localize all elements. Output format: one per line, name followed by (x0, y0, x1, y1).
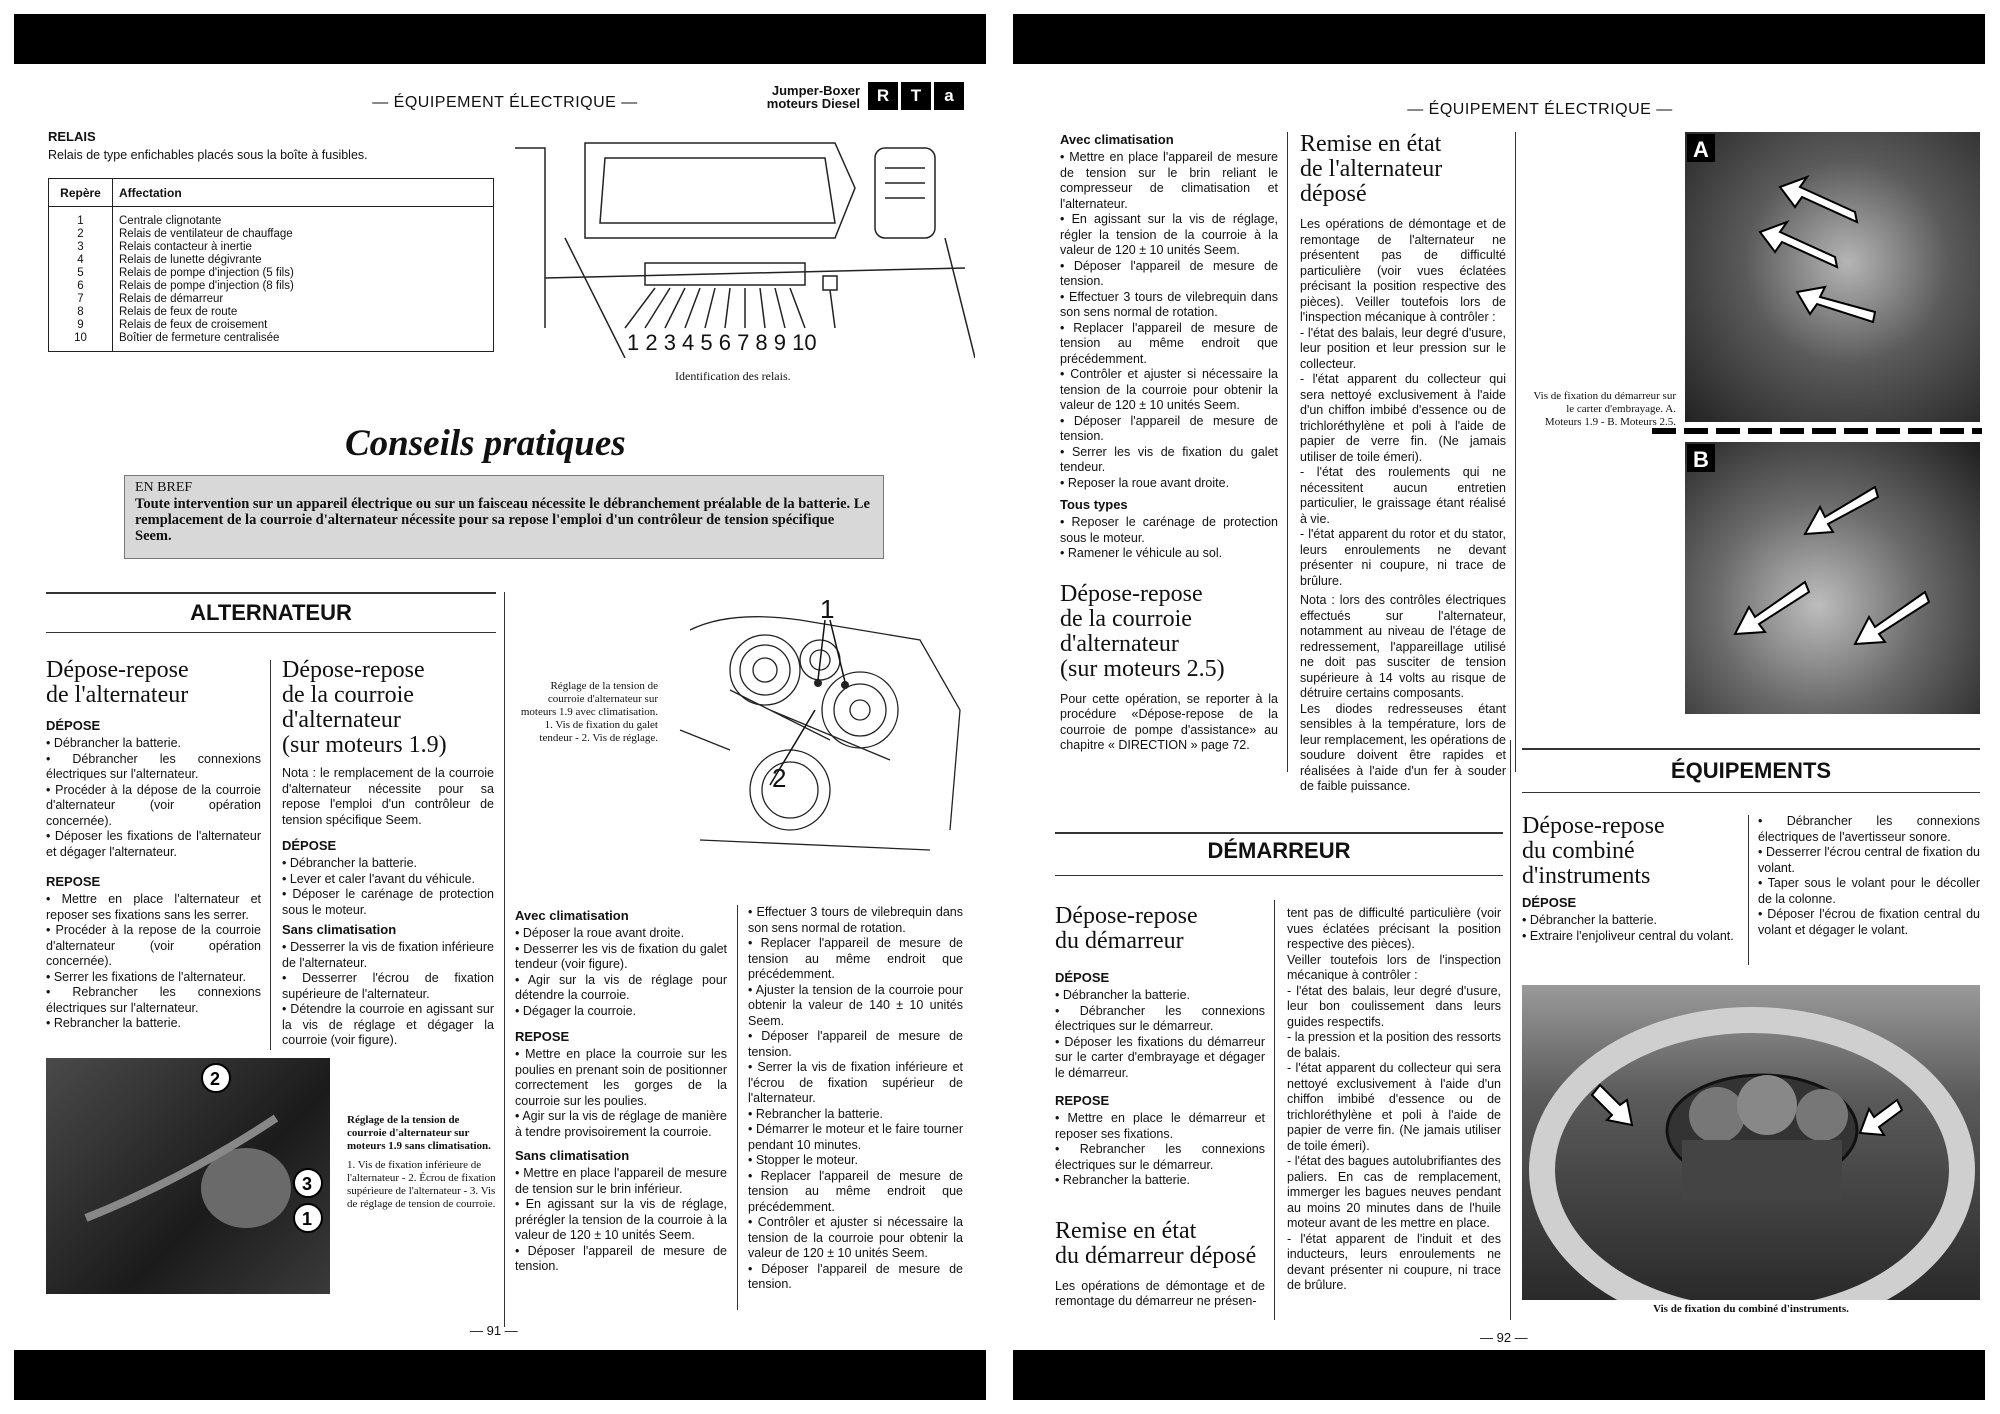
col2-title-3: d'alternateur (282, 707, 401, 733)
steering-wheel-photo (1522, 985, 1980, 1300)
colE-title-3: d'instruments (1522, 863, 1651, 889)
photo-label-3: 3 (302, 1174, 313, 1194)
col1-depose-list (46, 736, 261, 860)
demarreur-rule (1055, 832, 1503, 834)
col2-depose-list (282, 856, 494, 918)
photo-label-a: A (1693, 137, 1709, 162)
page-number-left: — 91 — (470, 1323, 518, 1338)
top-bar-left (14, 14, 986, 64)
colC-depose-list (1055, 988, 1265, 1081)
list-item: - l'état des balais, leur degré d'usure, leur position et leur pression sur le collecteur. (1300, 325, 1506, 371)
alternator-photo (46, 1058, 330, 1294)
list-item: • Procéder à la repose de la courroie d'alternateur (voir opération concernée). (46, 923, 261, 968)
colF-list (1758, 814, 1980, 938)
wheel-caption: Vis de fixation du combiné d'instruments. (1653, 1303, 1849, 1315)
list-item: • Mettre en place l'alternateur et reposer ses fixations sans les serrer. (46, 892, 261, 922)
en-bref-text: Toute intervention sur un appareil électrique ou sur un faisceau nécessite le débranchement préalable de la batterie. Le remplacement de la courroie d'alternateur nécessite pour sa repose l'emploi d'un contrôleur de tension spécifique Seem. (135, 496, 870, 544)
list-item: • Mettre en place le démarreur et reposer ses fixations. (1055, 1111, 1265, 1141)
col4-list (748, 905, 963, 1293)
col1-repose-heading: REPOSE (46, 874, 101, 889)
relais-row (49, 267, 494, 280)
col2-title-1: Dépose-repose (282, 657, 425, 683)
relais-row (49, 254, 494, 267)
col3-avec-heading: Avec climatisation (515, 908, 629, 923)
list-item: • Serrer les vis de fixation du galet tendeur. (1060, 444, 1278, 474)
col3-repose-list (515, 1047, 727, 1140)
photo-label-1: 1 (302, 1209, 313, 1229)
right-divider-4 (1510, 740, 1511, 1320)
right-divider-1 (1287, 132, 1288, 772)
alternator-photo-markers (46, 1058, 330, 1294)
list-item: • Rebrancher la batterie. (748, 1106, 884, 1121)
colA-title-4: (sur moteurs 2.5) (1060, 655, 1225, 682)
relais-repere: 7 (49, 293, 113, 306)
colA-text: Pour cette opération, se reporter à la procédure «Dépose-repose de la courroie de pompe d'assistance» au chapitre « DIRECTION » page 72. (1060, 691, 1278, 752)
col-combine-suite (1758, 814, 1980, 938)
list-item: • Détendre la courroie en agissant sur la vis de réglage et dégager la courroie (voir figure). (282, 1002, 494, 1047)
column-divider-mid (504, 592, 505, 1327)
col-combine (1522, 814, 1740, 944)
colC-title-b (1055, 1219, 1265, 1269)
relais-affectation: Relais contacteur à inertie (119, 241, 252, 253)
relais-row (49, 241, 494, 254)
photo-label-b: B (1693, 447, 1709, 472)
list-item: • Mettre en place l'appareil de mesure de tension sur le brin inférieur. (515, 1166, 727, 1196)
starter-photo-b (1685, 442, 1980, 714)
relais-row (49, 207, 494, 229)
col3-avec-list (515, 926, 727, 1019)
right-divider-3 (1274, 900, 1275, 1320)
list-item: • Déposer l'écrou de fixation central du volant et dégager le volant. (1758, 907, 1980, 937)
colE-depose-heading: DÉPOSE (1522, 895, 1577, 910)
photo-label-2: 2 (210, 1069, 221, 1089)
col1-title-1: Dépose-repose (46, 657, 189, 683)
logo-letter-t: T (901, 82, 931, 110)
list-item: • Déposer l'appareil de mesure de tension. (748, 1261, 963, 1291)
list-item: • En agissant sur la vis de réglage, régler la tension de la courroie à la valeur de 120 ± 10 unités Seem. (1060, 212, 1278, 257)
relais-repere: 10 (49, 332, 113, 352)
list-item: • Contrôler et ajuster si nécessaire la tension de la courroie pour obtenir la valeur de 120 ± 10 unités Seem. (748, 1215, 963, 1260)
list-item: • Desserrer les vis de fixation du galet tendeur (voir figure). (515, 941, 727, 971)
list-item: • Rebrancher la batterie. (46, 1016, 182, 1030)
relais-affectation: Centrale clignotante (119, 215, 222, 227)
list-item: • Replacer l'appareil de mesure de tension au même endroit que précédemment. (748, 936, 963, 981)
colA-tous-heading: Tous types (1060, 497, 1128, 512)
col-avec-climatisation-right (1060, 132, 1278, 754)
list-item: - l'état des roulements qui ne nécessitent aucun entretien particulier, le graissage étant réalisé à vie. (1300, 465, 1506, 526)
list-item: • Serrer la vis de fixation inférieure et l'écrou de fixation supérieur de l'alternateur. (748, 1060, 963, 1105)
starter-photo-b-markers (1685, 442, 1980, 714)
starter-photo-a-markers (1685, 132, 1980, 422)
photo-caption-title: Réglage de la tension de courroie d'alternateur sur moteurs 1.9 sans climatisation. (347, 1114, 491, 1152)
list-item: • Ramener le véhicule au sol. (1060, 546, 1223, 560)
col1-title-2: de l'alternateur (46, 682, 189, 708)
relais-row (49, 306, 494, 319)
col-demarreur (1055, 904, 1265, 1310)
list-item: • Déposer le carénage de protection sous le moteur. (282, 887, 494, 917)
list-item: • Reposer le carénage de protection sous le moteur. (1060, 515, 1278, 545)
list-item: • Contrôler et ajuster si nécessaire la tension de la courroie pour obtenir la valeur de 120 ± 10 unités Seem. (1060, 367, 1278, 412)
engine-figure (670, 590, 970, 860)
equipements-banner: ÉQUIPEMENTS (1670, 758, 1832, 783)
relais-affectation: Relais de feux de route (119, 306, 238, 318)
logo-letter-a: a (934, 82, 964, 110)
relais-row (49, 228, 494, 241)
alternateur-banner: ALTERNATEUR (190, 600, 352, 625)
list-item: • Dégager la courroie. (515, 1003, 637, 1018)
col-header-affectation: Affectation (119, 185, 182, 200)
col1-repose-list (46, 892, 261, 1032)
fig-label-1: 1 (820, 594, 835, 624)
col-reglage-suite (748, 905, 963, 1293)
colC-title-1: Dépose-repose (1055, 903, 1198, 929)
list-item: • Agir sur la vis de réglage de manière à tendre provisoirement la courroie. (515, 1109, 727, 1139)
relais-repere: 8 (49, 306, 113, 319)
list-item: • Replacer l'appareil de mesure de tension au même endroit que précédemment. (1060, 320, 1278, 366)
list-item: • Ajuster la tension de la courroie pour obtenir la valeur de 140 ± 10 unités Seem. (748, 982, 963, 1028)
list-item: • Lever et caler l'avant du véhicule. (282, 871, 475, 886)
colB-diodes: Les diodes redresseuses étant sensibles à la température, lors de leur remplacement, les opérations de soudure doivent être rapides et réalisées à l'aide d'un fer à souder de faible puissance. (1300, 701, 1506, 793)
relais-row (49, 293, 494, 306)
relais-row (49, 332, 494, 352)
colC-title-2: du démarreur (1055, 928, 1184, 954)
relay-numbers: 1 2 3 4 5 6 7 8 9 10 (627, 330, 817, 355)
list-item: • En agissant sur la vis de réglage, prérégler la tension de la courroie à la valeur de 120 ± 10 unités Seem. (515, 1197, 727, 1242)
col-alternateur (46, 658, 261, 1032)
colA-title (1060, 582, 1278, 682)
colB-title-2: de l'alternateur déposé (1300, 156, 1443, 207)
col-remise-alternateur (1300, 132, 1506, 795)
list-item: • Débrancher la batterie. (282, 856, 418, 870)
model-label (735, 84, 860, 110)
relais-affectation: Relais de feux de croisement (119, 319, 268, 331)
list-item: • Serrer les fixations de l'alternateur. (46, 969, 246, 984)
colC-repose-heading: REPOSE (1055, 1093, 1110, 1108)
relais-table (48, 178, 494, 352)
relais-repere: 3 (49, 241, 113, 254)
relais-row (49, 319, 494, 332)
model-line-1: Jumper-Boxer (771, 83, 860, 98)
right-divider-2 (1515, 132, 1516, 772)
list-item: • Mettre en place l'appareil de mesure de tension sur le brin reliant le compresseur de climatisation et l'alternateur. (1060, 150, 1278, 211)
col2-sans-list (282, 940, 494, 1049)
relais-caption: Identification des relais. (675, 369, 791, 383)
list-item: • Extraire l'enjoliveur central du volant. (1522, 928, 1734, 943)
relais-heading: RELAIS (48, 129, 96, 144)
colA-avec-list (1060, 150, 1278, 491)
page-header-left: — ÉQUIPEMENT ÉLECTRIQUE — (372, 94, 638, 111)
list-item: • Déposer l'appareil de mesure de tension. (748, 1029, 963, 1059)
relais-repere: 9 (49, 319, 113, 332)
col1-depose-heading: DÉPOSE (46, 718, 101, 733)
list-item: - l'état apparent du collecteur qui sera nettoyé exclusivement à l'aide d'un chiffon imbibé d'essence ou de trichloréthylène et poli à l'aide de papier de verre fin. (Ne jamais utiliser de toile émeri). (1287, 1061, 1501, 1153)
list-item: - la pression et la position des ressorts de balais. (1287, 1030, 1501, 1060)
equipements-rule (1522, 748, 1980, 750)
col3-sans-heading: Sans climatisation (515, 1148, 630, 1163)
list-item: - l'état apparent de l'induit et des inducteurs, leurs enroulements ne devant présenter ni coupure, ni trace de brûlure. (1287, 1231, 1501, 1292)
galet-screw-marker-2 (841, 681, 849, 689)
colA-tous-list (1060, 515, 1278, 562)
page-header-right: — ÉQUIPEMENT ÉLECTRIQUE — (1407, 101, 1673, 118)
relais-repere: 4 (49, 254, 113, 267)
list-item: • Déposer la roue avant droite. (515, 926, 685, 940)
list-item: - l'état apparent du rotor et du stator, leurs enroulements ne devant présenter ni coupure, ni trace de brûlure. (1300, 527, 1506, 588)
colC-repose-list (1055, 1111, 1265, 1189)
list-item: • Stopper le moteur. (748, 1153, 858, 1167)
top-bar-right (1013, 14, 1985, 64)
colB-nota: Nota : lors des contrôles électriques effectués sur l'alternateur, notamment au niveau de l'étage de redressement, l'appareillage utilisé ne doit pas susciter de tension supérieure à 14 volts au risque de détruire certains composants. (1300, 593, 1506, 700)
list-item: • Rebrancher les connexions électriques sur l'alternateur. (46, 985, 261, 1015)
colE-title-2: du combiné (1522, 838, 1635, 864)
colA-title-1: Dépose-repose (1060, 580, 1203, 607)
list-item: • Déposer l'appareil de mesure de tension. (515, 1243, 727, 1273)
col2-title-4: (sur moteurs 1.9) (282, 732, 447, 758)
relais-affectation: Relais de pompe d'injection (5 fils) (119, 267, 294, 279)
relais-repere: 2 (49, 228, 113, 241)
en-bref-label: EN BREF (135, 480, 193, 495)
relais-affectation: Relais de lunette dégivrante (119, 254, 262, 266)
col-remise-demarreur (1287, 906, 1501, 1294)
colE-title-1: Dépose-repose (1522, 813, 1665, 839)
relais-row (49, 280, 494, 293)
fig-label-2: 2 (772, 763, 787, 793)
relais-affectation: Relais de démarreur (119, 293, 224, 305)
list-item: - l'état des bagues autolubrifiantes des paliers. En cas de remplacement, immerger les bagues neuves pendant au moins 20 minutes dans de l'huile moteur avant de les mettre en place. (1287, 1154, 1501, 1230)
list-item: • Reposer la roue avant droite. (1060, 475, 1230, 490)
list-item: Les opérations de démontage et de remontage de l'alternateur ne présentent pas de difficulté particulière (voir vues éclatées précisant la position respective des pièces). Veiller toutefois lors de l'inspection mécanique à contrôler : (1300, 217, 1506, 324)
list-item: • Rebrancher la batterie. (1055, 1173, 1191, 1187)
demarreur-banner: DÉMARREUR (1207, 838, 1351, 863)
col-header-repere: Repère (49, 179, 113, 207)
relais-affectation: Relais de pompe d'injection (8 fils) (119, 280, 294, 292)
col2-nota: Nota : le remplacement de la courroie d'alternateur nécessite pour sa repose l'emploi d'un contrôleur de tension spécifique Seem. (282, 766, 494, 827)
colC-depose-heading: DÉPOSE (1055, 970, 1110, 985)
model-line-2: moteurs Diesel (766, 96, 860, 111)
list-item: • Débrancher les connexions électriques sur l'alternateur. (46, 751, 261, 781)
col-courroie-19 (282, 658, 494, 1049)
list-item: • Déposer les fixations de l'alternateur et dégager l'alternateur. (46, 829, 261, 859)
right-divider-5 (1748, 815, 1749, 965)
list-item: • Déposer les fixations du démarreur sur le carter d'embrayage et dégager le démarreur. (1055, 1034, 1265, 1080)
demarreur-rule-2 (1055, 875, 1503, 876)
list-item: • Débrancher les connexions électriques de l'avertisseur sonore. (1758, 814, 1980, 844)
list-item: • Débrancher la batterie. (46, 736, 182, 750)
fig-caption-19-avec: Réglage de la tension de courroie d'alternateur sur moteurs 1.9 avec climatisation. 1. Vis de fixation du galet tendeur - 2. Vis de réglage. (520, 680, 658, 744)
list-item: • Desserrer la vis de fixation inférieure de l'alternateur. (282, 940, 494, 970)
en-bref-box (124, 475, 884, 559)
alternateur-rule (46, 592, 496, 594)
colB-title-1: Remise en état (1300, 131, 1442, 157)
list-item: • Débrancher la batterie. (1055, 988, 1191, 1002)
list-item: • Effectuer 3 tours de vilebrequin dans son sens normal de rotation. (748, 905, 963, 935)
logo-letter-r: R (868, 82, 898, 110)
colA-avec-heading: Avec climatisation (1060, 132, 1174, 147)
rta-logo (868, 82, 964, 110)
relais-diagram (505, 128, 975, 358)
relais-affectation: Boîtier de fermeture centralisée (119, 332, 280, 344)
colC-text: Les opérations de démontage et de remontage du démarreur ne présen- (1055, 1278, 1265, 1308)
list-item: • Démarrer le moteur et le faire tourner pendant 10 minutes. (748, 1122, 963, 1152)
colA-title-3: d'alternateur (1060, 630, 1179, 657)
col-avec-climatisation (515, 908, 727, 1275)
photo-caption-legend: 1. Vis de fixation inférieure de l'alternateur - 2. Écrou de fixation supérieure de l'alternateur - 3. Vis de réglage de tension de courroie. (347, 1159, 496, 1210)
relais-repere: 1 (49, 207, 113, 229)
list-item: • Taper sous le volant pour le décoller de la colonne. (1758, 876, 1980, 906)
relais-repere: 6 (49, 280, 113, 293)
list-item: tent pas de difficulté particulière (voir vues éclatées précisant la position respective des pièces). (1287, 906, 1501, 951)
list-item: • Desserrer l'écrou de fixation supérieure de l'alternateur. (282, 971, 494, 1001)
colA-title-2: de la courroie (1060, 605, 1192, 632)
relais-repere: 5 (49, 267, 113, 280)
dashed-separator (1652, 428, 1982, 434)
photo-caption-19-sans (347, 1114, 497, 1211)
relais-intro: Relais de type enfichables placés sous la boîte à fusibles. (48, 148, 368, 162)
list-item: - l'état des balais, leur degré d'usure, leur bon coulissement dans leurs guides respectifs. (1287, 983, 1501, 1029)
starter-photo-a (1685, 132, 1980, 422)
colD-paras (1287, 906, 1501, 1294)
galet-screw-marker (814, 679, 822, 687)
column-divider-right (737, 905, 738, 1310)
list-item: Veiller toutefois lors de l'inspection mécanique à contrôler : (1287, 952, 1501, 982)
colB-paras (1300, 217, 1506, 589)
column-divider-left (270, 660, 271, 1050)
list-item: • Débrancher la batterie. (1522, 913, 1658, 927)
colE-list (1522, 913, 1740, 944)
list-item: • Procéder à la dépose de la courroie d'alternateur (voir opération concernée). (46, 782, 261, 828)
col2-sans-heading: Sans climatisation (282, 922, 397, 937)
bottom-bar-left (14, 1350, 986, 1400)
list-item: • Débrancher les connexions électriques sur le démarreur. (1055, 1003, 1265, 1033)
col3-repose-heading: REPOSE (515, 1029, 570, 1044)
colC-title-4: du démarreur déposé (1055, 1242, 1257, 1269)
bottom-bar-right (1013, 1350, 1985, 1400)
conseils-title: Conseils pratiques (345, 423, 626, 464)
list-item: • Déposer l'appareil de mesure de tension. (1060, 413, 1278, 443)
equipements-rule-2 (1522, 792, 1980, 793)
col2-depose-heading: DÉPOSE (282, 838, 337, 853)
col3-sans-list (515, 1166, 727, 1275)
list-item: • Replacer l'appareil de mesure de tension au même endroit que précédemment. (748, 1168, 963, 1214)
list-item: • Rebrancher les connexions électriques sur le démarreur. (1055, 1142, 1265, 1172)
list-item: • Mettre en place la courroie sur les poulies en prenant soin de positionner correctement les gorges de la courroie sur les poulies. (515, 1047, 727, 1108)
starter-photo-caption: Vis de fixation du démarreur sur le carter d'embrayage. A. Moteurs 1.9 - B. Moteurs 2.5. (1533, 390, 1676, 428)
colC-title-3: Remise en état (1055, 1217, 1197, 1244)
alternateur-rule-2 (46, 632, 496, 633)
list-item: • Agir sur la vis de réglage pour détendre la courroie. (515, 972, 727, 1002)
list-item: - l'état apparent du collecteur qui sera nettoyé exclusivement à l'aide d'un chiffon imbibé d'essence ou de trichloréthylène et poli à l'aide de papier de verre fin. (Ne jamais utiliser de toile émeri). (1300, 372, 1506, 464)
list-item: • Déposer l'appareil de mesure de tension. (1060, 258, 1278, 288)
steering-wheel-drawing (1522, 985, 1980, 1300)
list-item: • Effectuer 3 tours de vilebrequin dans son sens normal de rotation. (1060, 289, 1278, 319)
page-number-right: — 92 — (1480, 1330, 1528, 1345)
list-item: • Desserrer l'écrou central de fixation du volant. (1758, 845, 1980, 875)
col2-title-2: de la courroie (282, 682, 414, 708)
relais-affectation: Relais de ventilateur de chauffage (119, 228, 293, 240)
